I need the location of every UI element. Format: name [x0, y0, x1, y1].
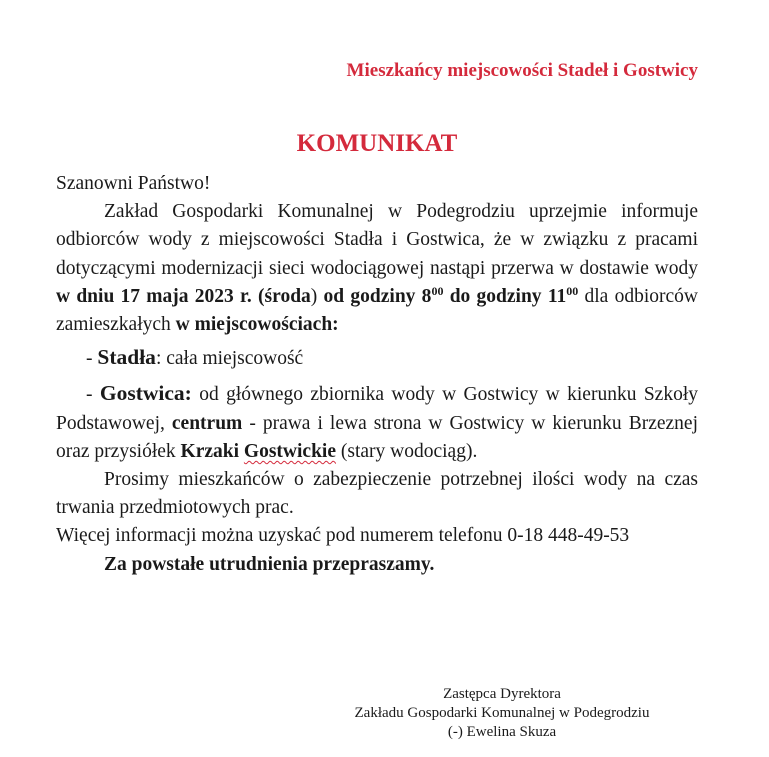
main-text-1: Zakład Gospodarki Komunalnej w Podegrodziu uprzejmie informuje odbiorców wody z miejscowości Stadła i Gostwica, że w związku z pracami dotyczącymi modernizacji sieci wodociągowej nastąpi przerwa w dostawie wody — [56, 201, 698, 279]
place-name-stadla: Stadła — [97, 345, 156, 370]
date-paren: ) — [310, 285, 318, 307]
paragraph-main — [56, 198, 698, 339]
gostwica-text-3: (stary wodociąg). — [336, 440, 478, 462]
apology-text: Za powstałe utrudnienia przepraszamy. — [104, 553, 435, 575]
apology — [56, 551, 698, 579]
list-item-stadla — [56, 343, 698, 373]
signature-role: Zastępca Dyrektora — [443, 686, 561, 702]
gostwica-text-1: od głównego zbiornika wody w Gostwicy w kierunku Szkoły Podstawowej, — [56, 384, 698, 434]
greeting: Szanowni Państwo! — [56, 173, 211, 194]
place-scope-stadla: : cała miejscowość — [155, 348, 304, 370]
start-minutes: 00 — [431, 283, 444, 298]
centrum-label: centrum — [171, 412, 243, 434]
outage-start-time: od godziny $8^{00}$ — [317, 283, 444, 307]
places-heading: w miejscowościach: — [175, 314, 339, 336]
paragraph-request: Prosimy mieszkańców o zabezpieczenie potrzebnej ilości wody na czas trwania przedmiotowych prac. — [56, 469, 698, 519]
bullet-dash: - — [86, 348, 98, 370]
krzaki-label: Krzaki — [180, 440, 240, 462]
signature-org: Zakładu Gospodarki Komunalnej w Podegrodziu — [354, 705, 650, 721]
announcement-body — [56, 170, 698, 579]
list-item-gostwica — [56, 379, 698, 466]
gostwickie-label: Gostwickie — [243, 440, 336, 462]
bullet-dash: - — [86, 384, 100, 406]
document-title: KOMUNIKAT — [296, 130, 458, 157]
place-name-gostwica: Gostwica: — [99, 381, 192, 406]
recipients-header: Mieszkańcy miejscowości Stadeł i Gostwicy — [346, 60, 698, 81]
outage-date: w dniu 17 maja 2023 r. (środa — [56, 285, 311, 307]
main-text-2: dla odbiorców zamieszkałych — [56, 285, 698, 336]
paragraph-contact: Więcej informacji można uzyskać pod numerem telefonu 0-18 448-49-53 — [56, 525, 630, 547]
gostwica-text-2: - prawa i lewa strona w Gostwicy w kierunku Brzeznej oraz przysiółek — [56, 412, 698, 462]
signature-block — [342, 685, 662, 742]
signature-name: (-) Ewelina Skuza — [447, 724, 557, 740]
end-minutes: 00 — [566, 283, 579, 298]
outage-end-time: do godziny $11^{00}$ — [443, 283, 579, 307]
